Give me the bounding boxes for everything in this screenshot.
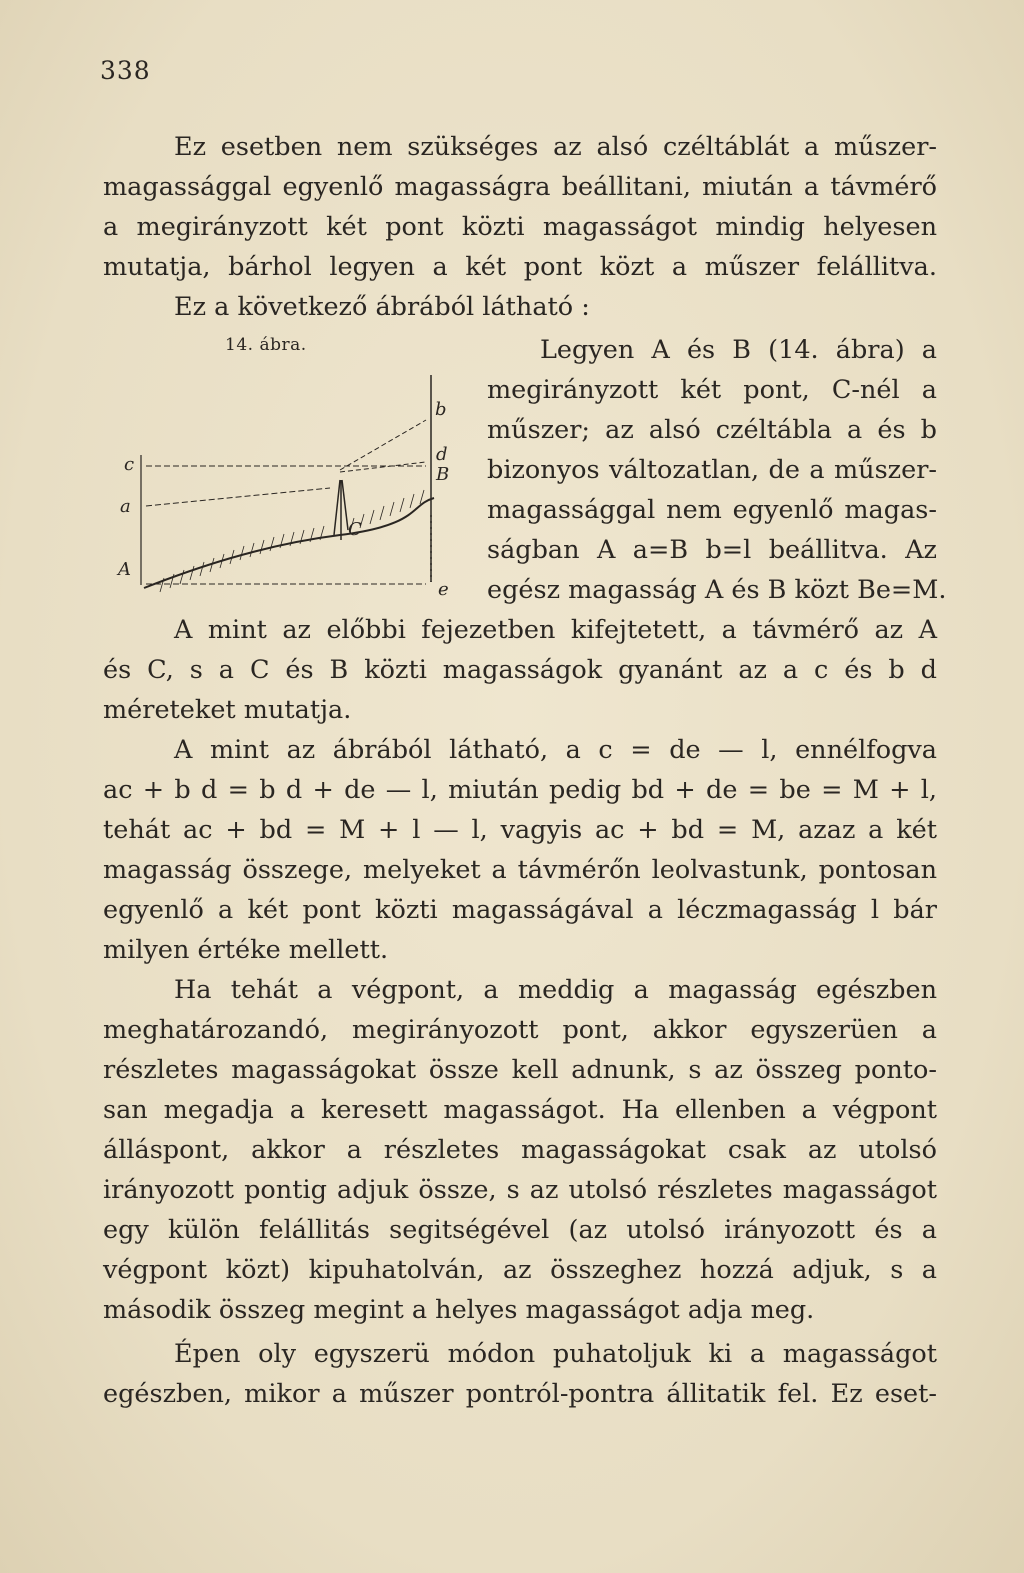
text-line: tehát ac + bd = M + l — l, vagyis ac + bd = M, azaz a két (103, 815, 937, 845)
figure-14-diagram (100, 330, 480, 610)
text-line: magassággal egyenlő magasságra beállitani, miután a távmérő (103, 172, 937, 202)
sight-line-d (340, 462, 426, 472)
text-line: műszer; az alsó czéltábla a és b (487, 415, 937, 445)
text-line: részletes magasságokat össze kell adnunk, s az összeg ponto- (103, 1055, 937, 1085)
text-line: egy külön felállitás segitségével (az utolsó irányozott és a (103, 1215, 937, 1245)
figure-label-A: A (118, 559, 131, 580)
sight-line-b (340, 420, 426, 470)
figure-label-e: e (438, 579, 449, 600)
text-line: mutatja, bárhol legyen a két pont közt a műszer felállitva. (103, 252, 937, 282)
page-number: 338 (100, 56, 151, 85)
text-line: bizonyos változatlan, de a műszer- (487, 455, 937, 485)
text-line: Legyen A és B (14. ábra) a (540, 335, 937, 365)
text-line: ac + b d = b d + de — l, miután pedig bd + de = be = M + l, (103, 775, 937, 805)
text-line: magasság összege, melyeket a távmérőn leolvastunk, pontosan (103, 855, 937, 885)
text-line: Épen oly egyszerü módon puhatoljuk ki a magasságot (174, 1339, 937, 1369)
text-line: irányozott pontig adjuk össze, s az utolsó részletes magasságot (103, 1175, 937, 1205)
text-line: meghatározandó, megirányozott pont, akkor egyszerüen a (103, 1015, 937, 1045)
text-line: Ez a következő ábrából látható : (174, 292, 590, 322)
text-line: a megirányzott két pont közti magasságot mindig helyesen (103, 212, 937, 242)
text-line: egészben, mikor a műszer pontról-pontra állitatik fel. Ez eset- (103, 1379, 937, 1409)
text-line: álláspont, akkor a részletes magasságokat csak az utolsó (103, 1135, 937, 1165)
dashed-line-a (146, 488, 330, 506)
instrument-leg-left (334, 480, 340, 535)
figure-label-c: c (124, 454, 135, 475)
text-line: ságban A a=B b=l beállitva. Az (487, 535, 937, 565)
text-line: második összeg megint a helyes magasságot adja meg. (103, 1295, 815, 1325)
text-line: milyen értéke mellett. (103, 935, 389, 965)
text-line: magassággal nem egyenlő magas- (487, 495, 937, 525)
text-line: méreteket mutatja. (103, 695, 352, 725)
text-line: és C, s a C és B közti magasságok gyanánt az a c és b d (103, 655, 937, 685)
text-line: san megadja a keresett magasságot. Ha ellenben a végpont (103, 1095, 937, 1125)
figure-label-B: B (436, 464, 450, 485)
figure-label-b: b (435, 399, 447, 420)
text-line: végpont közt) kipuhatolván, az összeghez hozzá adjuk, s a (103, 1255, 937, 1285)
text-line: A mint az ábrából látható, a c = de — l, ennélfogva (174, 735, 937, 765)
text-line: megirányzott két pont, C-nél a (487, 375, 937, 405)
text-line: egyenlő a két pont közti magasságával a léczmagasság l bár (103, 895, 937, 925)
figure-label-a: a (120, 496, 131, 517)
text-line: A mint az előbbi fejezetben kifejtetett, a távmérő az A (174, 615, 937, 645)
figure-label-C: C (348, 519, 362, 540)
figure-caption: 14. ábra. (225, 335, 307, 355)
text-line: Ha tehát a végpont, a meddig a magasság egészben (174, 975, 937, 1005)
text-line: Ez esetben nem szükséges az alsó czéltáblát a műszer- (174, 132, 937, 162)
figure-label-d: d (436, 444, 448, 465)
ground-profile (144, 498, 434, 588)
text-line: egész magasság A és B közt Be=M. (487, 575, 947, 605)
